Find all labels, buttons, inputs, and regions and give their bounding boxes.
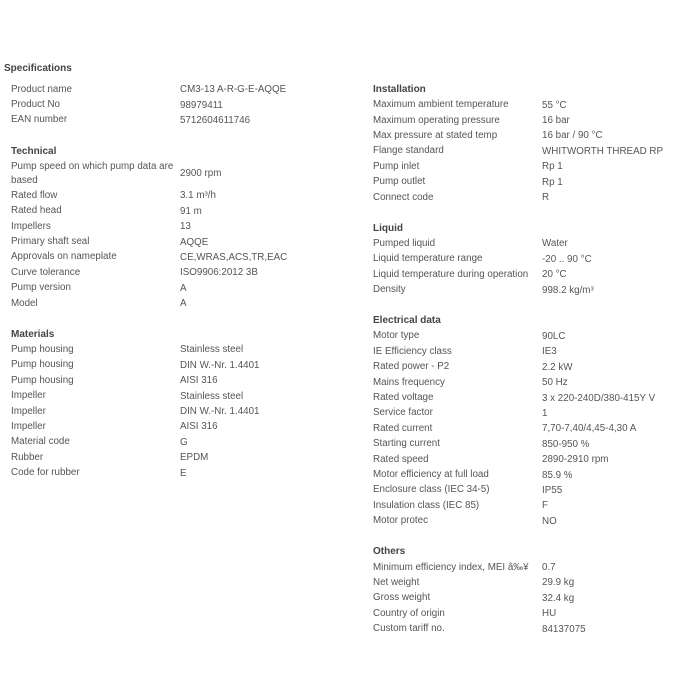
spec-row	[373, 513, 695, 528]
spec-row	[373, 252, 695, 267]
spec-value: A	[180, 298, 187, 310]
spec-label: Liquid temperature during operation	[373, 268, 529, 280]
spec-row	[11, 250, 346, 265]
spec-row	[373, 421, 695, 436]
spec-row	[373, 128, 695, 143]
spec-label: Liquid temperature range	[373, 253, 483, 265]
spec-label: Rated voltage	[373, 392, 434, 404]
spec-value: 91 m	[180, 205, 202, 217]
spec-value: 5712604611746	[180, 114, 251, 126]
spec-row	[373, 498, 695, 513]
spec-row	[373, 606, 695, 621]
spec-label: Starting current	[373, 438, 440, 450]
spec-label: Pump housing	[11, 343, 74, 355]
spec-row	[373, 483, 695, 498]
spec-value: Water	[542, 238, 568, 250]
spec-label: Insulation class (IEC 85)	[373, 499, 480, 511]
spec-label: Rated head	[11, 205, 62, 217]
spec-label: Minimum efficiency index, MEI â‰¥	[373, 561, 529, 573]
spec-row	[11, 234, 346, 249]
spec-row	[373, 174, 695, 189]
spec-value: 16 bar / 90 °C	[542, 130, 603, 142]
spec-value: ISO9906:2012 3B	[180, 267, 258, 279]
spec-row	[373, 467, 695, 482]
spec-value: 20 °C	[542, 269, 567, 281]
spec-row	[11, 404, 346, 419]
spec-row	[11, 219, 346, 234]
spec-value: 998.2 kg/m³	[542, 284, 594, 296]
spec-row	[373, 375, 695, 390]
spec-label: IE Efficiency class	[373, 345, 452, 357]
spec-value: DIN W.-Nr. 1.4401	[180, 406, 260, 418]
spec-value: IE3	[542, 346, 557, 358]
spec-row	[373, 452, 695, 467]
spec-value: NO	[542, 515, 557, 527]
spec-value: 850-950 %	[542, 438, 590, 450]
spec-value: IP55	[542, 484, 563, 496]
spec-value: 3 x 220-240D/380-415Y V	[542, 392, 656, 404]
spec-label: Enclosure class (IEC 34-5)	[373, 484, 490, 496]
spec-label: Rubber	[11, 451, 44, 463]
spec-row	[11, 204, 346, 219]
section-others	[373, 544, 695, 636]
spec-value: 50 Hz	[542, 377, 568, 389]
spec-value: 16 bar	[542, 115, 570, 127]
spec-value: 29.9 kg	[542, 577, 575, 589]
spec-row	[373, 360, 695, 375]
spec-label: Density	[373, 284, 406, 296]
spec-value: AQQE	[180, 236, 209, 248]
spec-row	[11, 296, 346, 311]
section-technical	[11, 144, 346, 312]
spec-value: DIN W.-Nr. 1.4401	[180, 359, 260, 371]
spec-label: EAN number	[11, 114, 68, 126]
spec-value: Rp 1	[542, 176, 563, 188]
section-title: Installation	[373, 84, 426, 95]
spec-value: AISI 316	[180, 375, 218, 387]
spec-row	[11, 419, 346, 434]
section-installation	[373, 82, 695, 205]
spec-label: Impeller	[11, 420, 46, 432]
spec-label: Code for rubber	[11, 467, 80, 479]
section-title: Liquid	[373, 222, 403, 234]
spec-label: Material code	[11, 436, 70, 448]
page-title: Specifications	[4, 63, 72, 74]
spec-value: 2900 rpm	[180, 168, 222, 180]
spec-label: Approvals on nameplate	[11, 251, 117, 263]
spec-row	[373, 282, 695, 297]
spec-label: Rated current	[373, 422, 433, 434]
spec-value: 55 °C	[542, 99, 567, 111]
spec-value: -20 .. 90 °C	[542, 253, 592, 265]
spec-row	[373, 390, 695, 405]
spec-value: 2890-2910 rpm	[542, 454, 609, 466]
section-title: Others	[373, 546, 406, 558]
spec-value: EPDM	[180, 452, 209, 464]
spec-label: Pump housing	[11, 359, 74, 371]
spec-label: Pump version	[11, 282, 71, 294]
spec-row	[373, 406, 695, 421]
spec-label: Motor efficiency at full load	[373, 469, 489, 480]
spec-label: Rated speed	[373, 453, 429, 465]
spec-label: Max pressure at stated temp	[373, 129, 498, 141]
spec-label: Rated power - P2	[373, 361, 450, 373]
spec-label: Pump inlet	[373, 160, 420, 172]
spec-label: Motor type	[373, 330, 420, 342]
spec-value: 7,70-7,40/4,45-4,30 A	[542, 423, 637, 435]
spec-row	[11, 358, 346, 373]
spec-label: Pumped liquid	[373, 237, 436, 249]
spec-label: Impeller	[11, 405, 46, 417]
spec-label: Gross weight	[373, 592, 431, 604]
spec-value: 90LC	[542, 330, 566, 342]
spec-label: Pump outlet	[373, 176, 426, 188]
section-liquid	[373, 221, 695, 298]
section-materials	[11, 327, 346, 481]
spec-row	[11, 435, 346, 450]
spec-label: Custom tariff no.	[373, 623, 445, 635]
spec-label: Pump speed on which pump data are based	[11, 160, 174, 186]
spec-row	[373, 113, 695, 128]
spec-value: Stainless steel	[180, 344, 244, 356]
spec-label: Mains frequency	[373, 376, 445, 388]
spec-value: HU	[542, 608, 557, 620]
spec-row	[11, 113, 346, 128]
spec-row	[373, 575, 695, 590]
section-title: Materials	[11, 328, 55, 340]
spec-label: Flange standard	[373, 145, 444, 157]
spec-value: CM3-13 A-R-G-E-AQQE	[180, 84, 287, 96]
spec-label: Impellers	[11, 220, 51, 232]
spec-label: Country of origin	[373, 607, 445, 619]
spec-row	[373, 437, 695, 452]
spec-value: WHITWORTH THREAD RP	[542, 145, 664, 157]
spec-value: 0.7	[542, 562, 556, 574]
spec-row	[11, 159, 346, 188]
spec-value: Rp 1	[542, 161, 563, 173]
spec-row	[11, 97, 346, 112]
spec-row	[373, 267, 695, 282]
spec-label: Service factor	[373, 407, 433, 419]
spec-row	[11, 82, 346, 97]
spec-value: G	[180, 436, 188, 448]
spec-row	[11, 450, 346, 465]
spec-row	[11, 281, 346, 296]
spec-value: A	[180, 282, 187, 294]
spec-label: Pump housing	[11, 374, 74, 386]
spec-value: 98979411	[180, 99, 223, 111]
spec-row	[373, 144, 695, 159]
section-title: Technical	[11, 145, 57, 157]
spec-label: Model	[11, 297, 38, 309]
spec-label: Primary shaft seal	[11, 236, 90, 248]
spec-row	[11, 342, 346, 357]
spec-label: Curve tolerance	[11, 266, 81, 278]
spec-row	[373, 236, 695, 251]
spec-label: Product name	[11, 83, 72, 95]
spec-value: E	[180, 467, 187, 479]
spec-row	[373, 159, 695, 174]
right-column	[373, 82, 695, 652]
section-product	[11, 82, 346, 128]
spec-label: Motor protec	[373, 515, 428, 527]
spec-label: Product No	[11, 99, 61, 111]
spec-row	[373, 560, 695, 575]
spec-row	[11, 388, 346, 403]
spec-row	[11, 373, 346, 388]
spec-label: Net weight	[373, 576, 420, 588]
spec-value: 85.9 %	[542, 469, 573, 481]
spec-row	[373, 621, 695, 636]
spec-label: Maximum operating pressure	[373, 114, 500, 126]
section-electrical-data	[373, 313, 695, 529]
left-column	[11, 82, 346, 496]
spec-value: 13	[180, 221, 191, 233]
spec-row	[11, 265, 346, 280]
spec-row	[373, 344, 695, 359]
spec-value: Stainless steel	[180, 390, 244, 402]
section-title: Electrical data	[373, 315, 441, 327]
spec-label: Maximum ambient temperature	[373, 99, 509, 111]
spec-value: 1	[542, 407, 548, 419]
spec-row	[11, 188, 346, 203]
spec-label: Connect code	[373, 191, 434, 203]
spec-row	[11, 465, 346, 480]
spec-label: Impeller	[11, 390, 46, 402]
spec-value: AISI 316	[180, 421, 218, 433]
spec-value: 2.2 kW	[542, 361, 573, 373]
spec-row	[373, 190, 695, 205]
spec-value: CE,WRAS,ACS,TR,EAC	[180, 251, 288, 263]
spec-row	[373, 98, 695, 113]
spec-value: F	[542, 500, 548, 512]
spec-value: 32.4 kg	[542, 592, 575, 604]
spec-label: Rated flow	[11, 189, 58, 201]
spec-value: R	[542, 192, 550, 204]
spec-value: 3.1 m³/h	[180, 190, 216, 202]
spec-value: 84137075	[542, 623, 586, 635]
spec-row	[373, 329, 695, 344]
spec-row	[373, 591, 695, 606]
